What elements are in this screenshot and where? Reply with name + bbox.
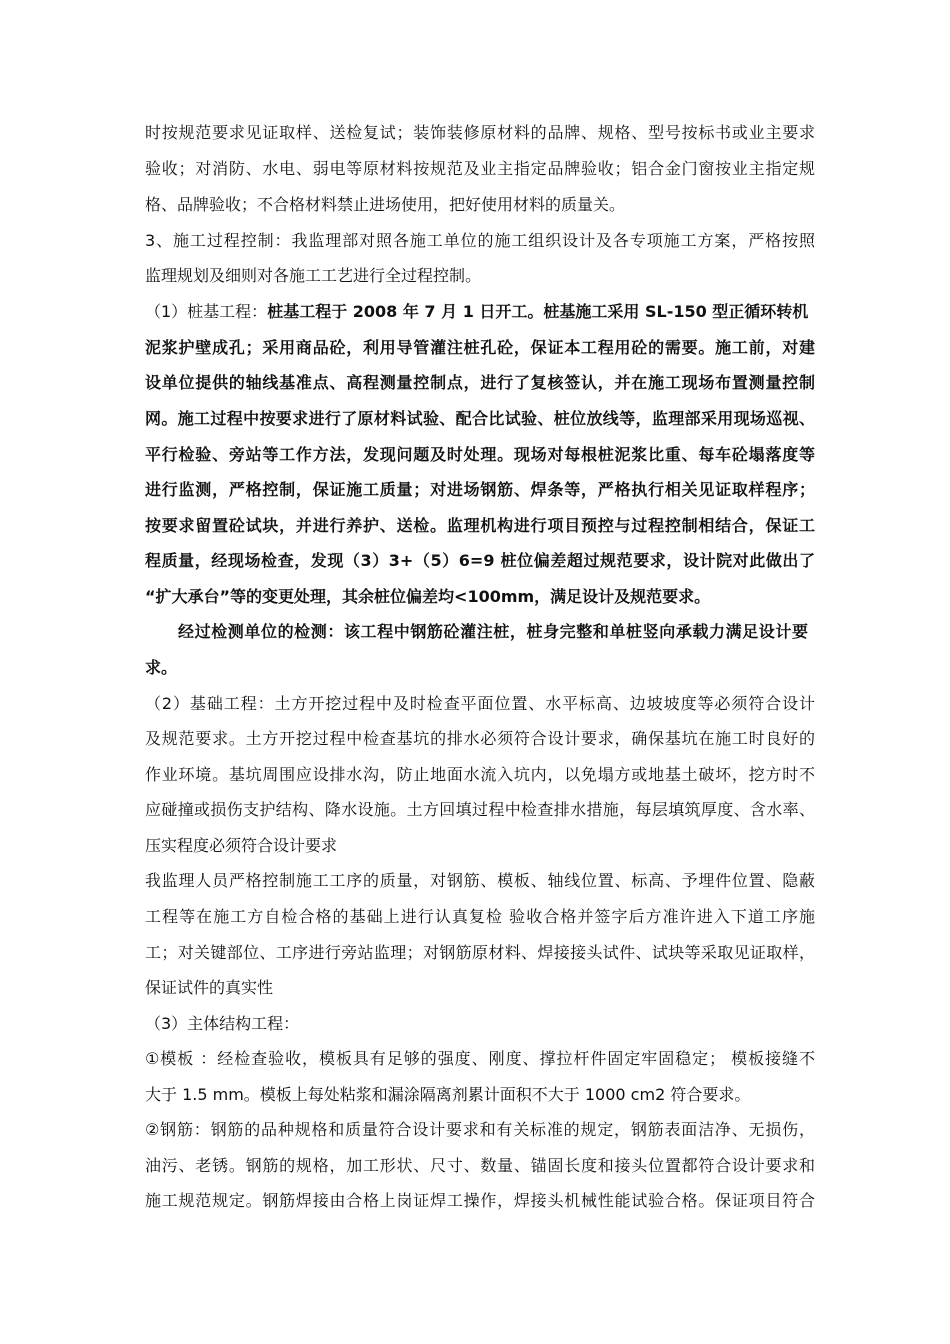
bold-text-line: 程质量，经现场检查，发现（3）3+（5）6=9 桩位偏差超过规范要求，设计院对此做出了 [145, 551, 815, 570]
bold-text-line: 网。施工过程中按要求进行了原材料试验、配合比试验、桩位放线等，监理部采用现场巡视、 [145, 409, 815, 428]
bold-text-line: 按要求留置砼试块，并进行养护、送检。监理机构进行项目预控与过程控制相结合，保证工 [145, 516, 815, 535]
subheading-pile-foundation: （1）桩基工程： [145, 302, 268, 321]
bold-text-line: 进行监测，严格控制，保证施工质量；对进场钢筋、焊条等，严格执行相关见证取样程序； [145, 480, 815, 499]
body-text-line: 工；对关键部位、工序进行旁站监理；对钢筋原材料、焊接接头试件、试块等采取见证取样， [145, 943, 815, 962]
body-text-line: 应碰撞或损伤支护结构、降水设施。土方回填过程中检查排水措施，每层填筑厚度、含水率、 [145, 800, 815, 819]
bold-text-line: 平行检验、旁站等工作方法，发现问题及时处理。现场对每根桩泥浆比重、每车砼塌落度等 [145, 445, 815, 464]
rebar-item: ②钢筋：钢筋的品种规格和质量符合设计要求和有关标准的规定，钢筋表面洁净、无损伤， [145, 1120, 815, 1139]
subheading-foundation-works: （2）基础工程：土方开挖过程中及时检查平面位置、水平标高、边坡坡度等必须符合设计 [145, 694, 815, 713]
bold-text-line-indented: 经过检测单位的检测：该工程中钢筋砼灌注桩，桩身完整和单桩竖向承载力满足设计要 [178, 622, 808, 641]
body-text-line: 及规范要求。土方开挖过程中检查基坑的排水必须符合设计要求，确保基坑在施工时良好的 [145, 729, 815, 748]
bold-text-line: 求。 [145, 658, 178, 677]
body-text-line: 油污、老锈。钢筋的规格，加工形状、尺寸、数量、锚固长度和接头位置都符合设计要求和 [145, 1156, 815, 1175]
formwork-item: ①模板 ：经检查验收，模板具有足够的强度、刚度、撑拉杆件固定牢固稳定； 模板接缝不 [145, 1049, 815, 1068]
body-text-line: 压实程度必须符合设计要求 [145, 836, 338, 855]
body-text-line: 监理规划及细则对各施工工艺进行全过程控制。 [145, 266, 482, 285]
body-text-line: 作业环境。基坑周围应设排水沟，防止地面水流入坑内，以免塌方或地基土破坏，挖方时不 [145, 765, 815, 784]
section-heading-construction-control: 3、施工过程控制：我监理部对照各施工单位的施工组织设计及各专项施工方案，严格按照 [145, 231, 815, 250]
body-text-line: 时按规范要求见证取样、送检复试；装饰装修原材料的品牌、规格、型号按标书或业主要求 [145, 123, 815, 142]
body-text-line: 验收；对消防、水电、弱电等原材料按规范及业主指定品牌验收；铝合金门窗按业主指定规 [145, 159, 815, 178]
bold-text-line: “扩大承台”等的变更处理，其余桩位偏差均<100mm，满足设计及规范要求。 [145, 587, 711, 606]
body-text-line: 我监理人员严格控制施工工序的质量，对钢筋、模板、轴线位置、标高、予埋件位置、隐蔽 [145, 871, 815, 890]
body-text-line: 格、品牌验收；不合格材料禁止进场使用，把好使用材料的质量关。 [145, 195, 626, 214]
bold-text-span: 桩基工程于 2008 年 7 月 1 日开工。桩基施工采用 SL-150 型正循环转机 [267, 302, 809, 321]
body-text-line: 施工规范规定。钢筋焊接由合格上岗证焊工操作，焊接头机械性能试验合格。保证项目符合 [145, 1191, 815, 1210]
body-text-line: 工程等在施工方自检合格的基础上进行认真复检 验收合格并签字后方准许进入下道工序施 [145, 907, 815, 926]
bold-text-line: 泥浆护壁成孔；采用商品砼，利用导管灌注桩孔砼，保证本工程用砼的需要。施工前，对建 [145, 338, 815, 357]
subheading-main-structure: （3）主体结构工程： [145, 1014, 300, 1033]
body-text-line: 大于 1.5 mm。模板上每处粘浆和漏涂隔离剂累计面积不大于 1000 cm2 符合要求。 [145, 1085, 751, 1104]
bold-text-line: 设单位提供的轴线基准点、高程测量控制点，进行了复核签认，并在施工现场布置测量控制 [145, 373, 815, 392]
pile-foundation-paragraph-start [145, 301, 815, 323]
body-text-line: 保证试件的真实性 [145, 978, 274, 997]
